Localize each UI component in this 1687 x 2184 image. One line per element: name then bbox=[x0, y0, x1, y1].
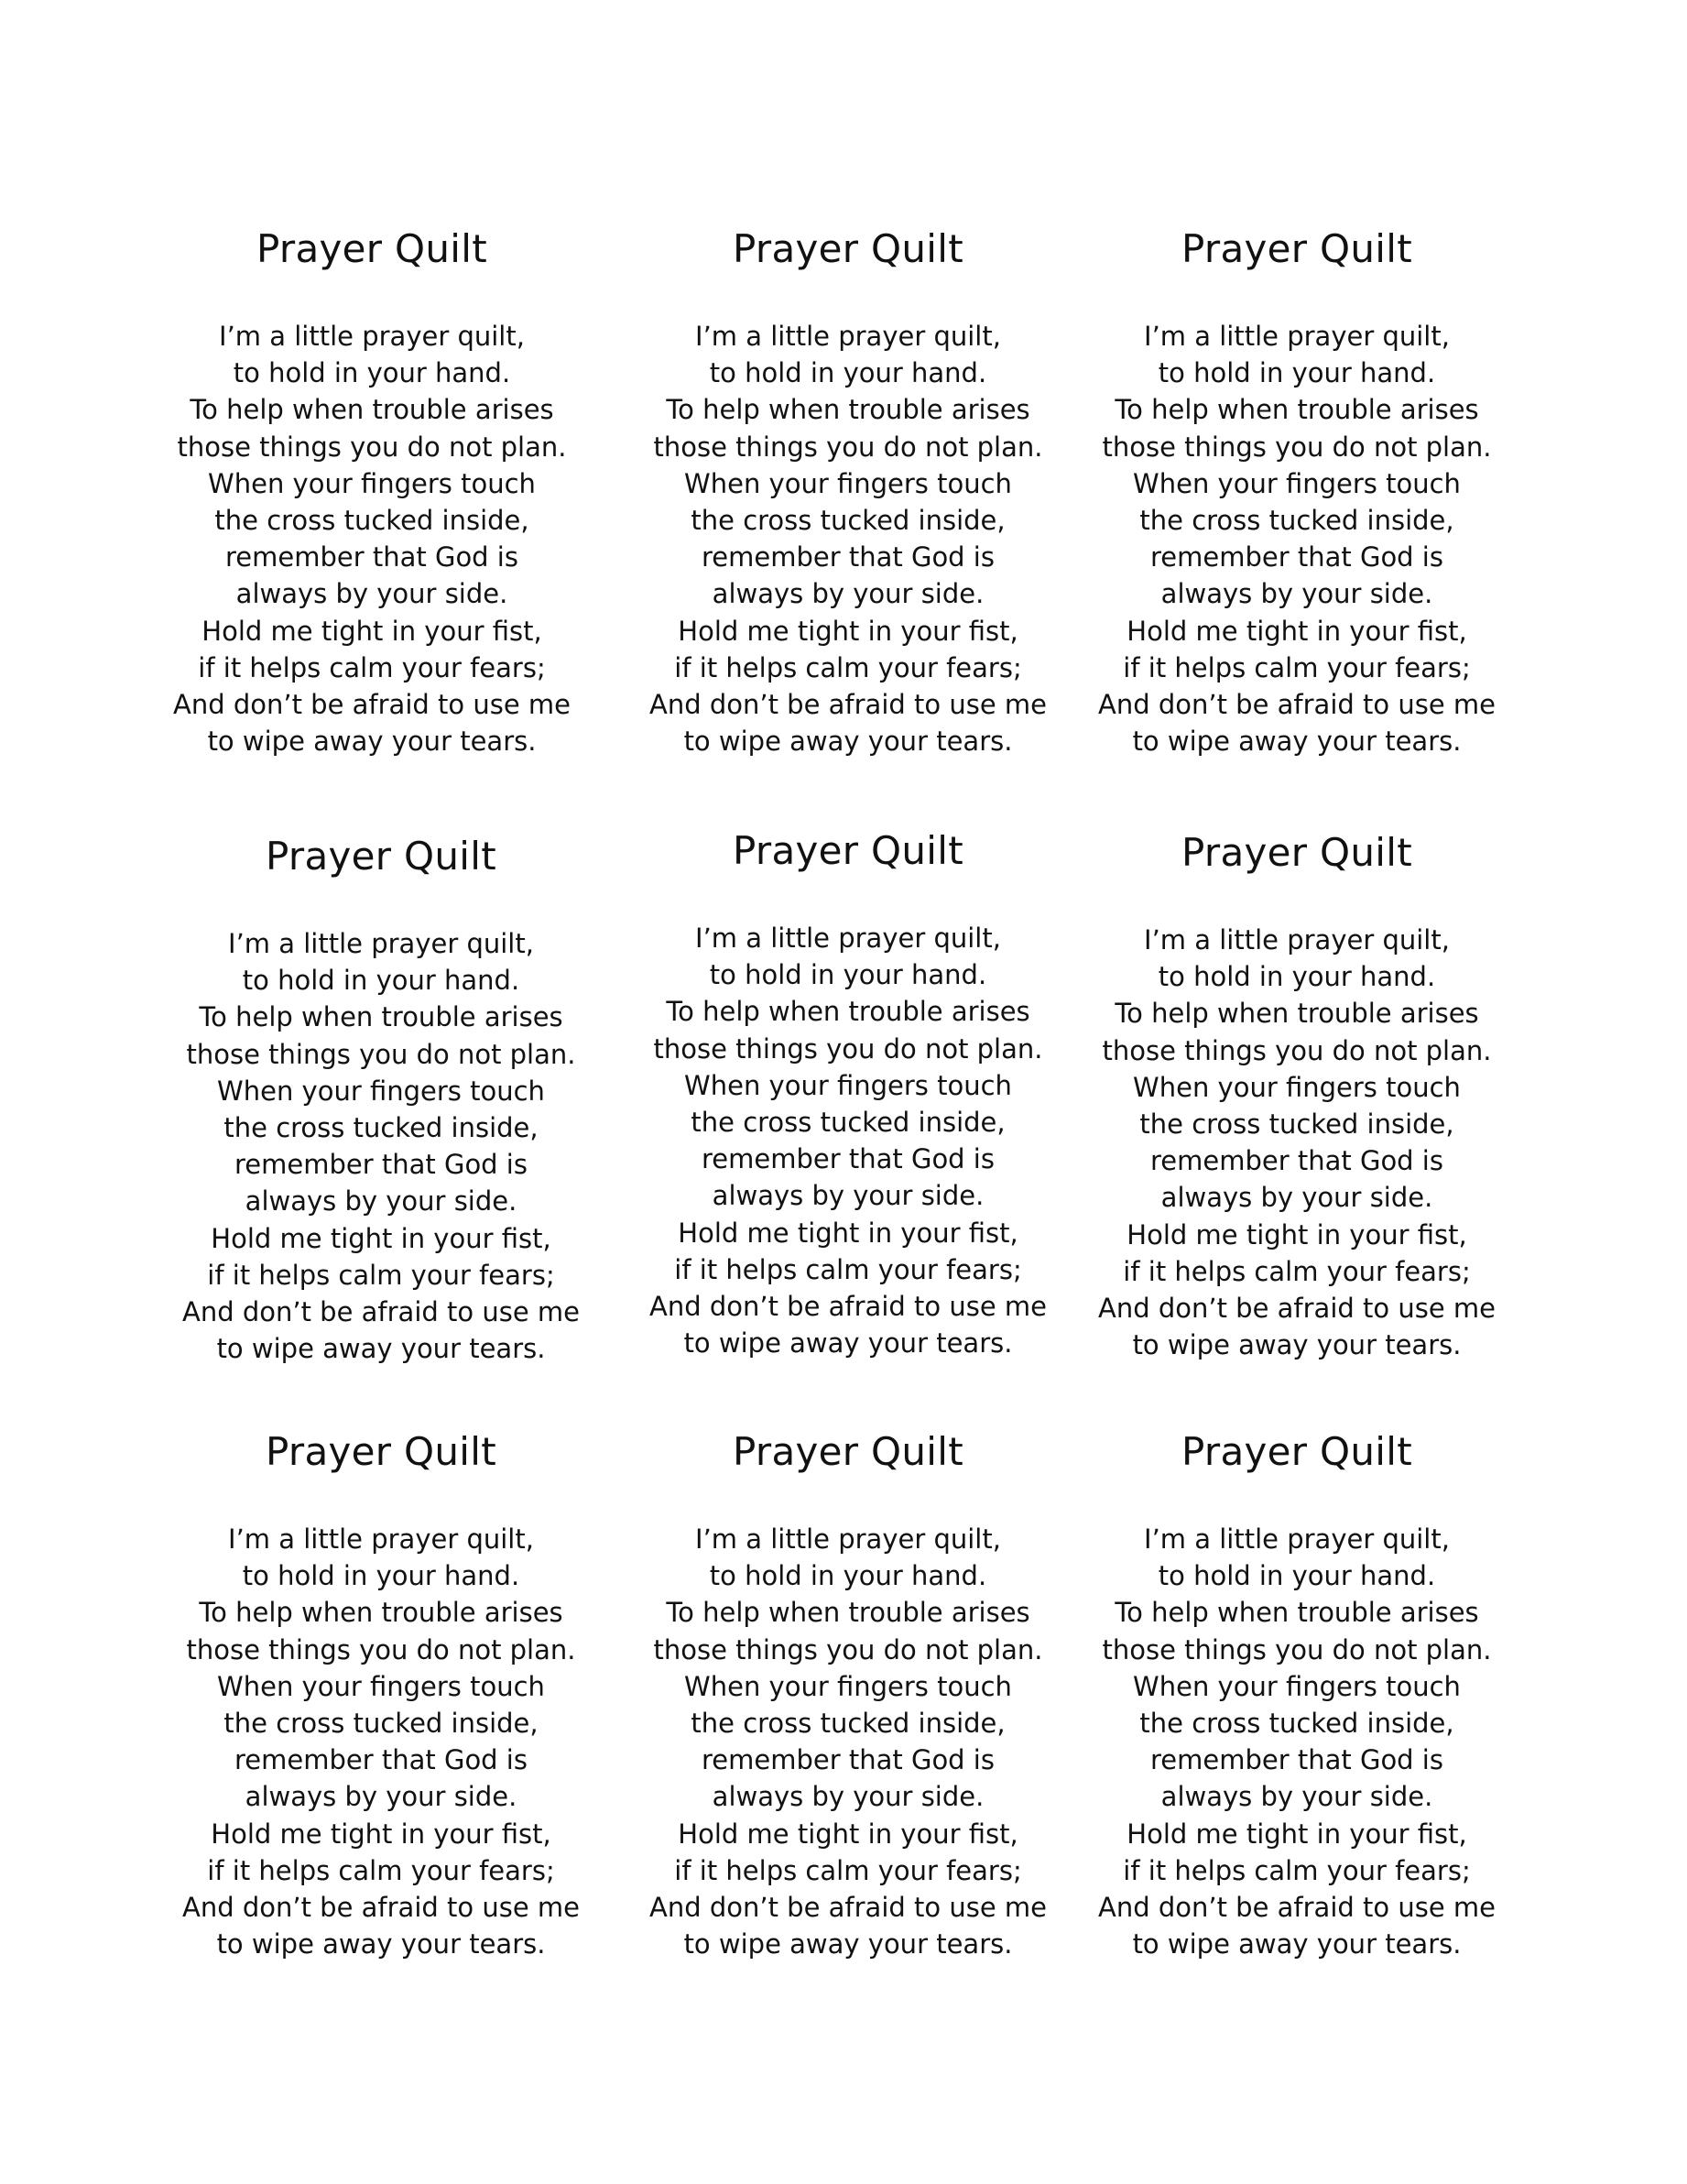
poem-line: to wipe away your tears. bbox=[683, 1928, 1013, 1960]
poem-line: Hold me tight in your fist, bbox=[678, 615, 1018, 647]
prayer-card-9 bbox=[1040, 1427, 1553, 1962]
poem-line: To help when trouble arises bbox=[1115, 394, 1479, 426]
poem-line: remember that God is bbox=[702, 1143, 995, 1175]
card-title: Prayer Quilt bbox=[266, 834, 496, 879]
poem-line: to wipe away your tears. bbox=[1132, 1329, 1462, 1361]
poem-line: the cross tucked inside, bbox=[1139, 1708, 1454, 1740]
poem-line: remember that God is bbox=[234, 1744, 528, 1776]
poem-line: remember that God is bbox=[225, 541, 518, 573]
poem-line: if it helps calm your fears; bbox=[1123, 651, 1471, 683]
poem-line: the cross tucked inside, bbox=[223, 1708, 539, 1740]
poem-line: the cross tucked inside, bbox=[691, 505, 1006, 537]
poem-line: always by your side. bbox=[245, 1781, 517, 1813]
poem-lines bbox=[592, 920, 1105, 1361]
poem-line: I’m a little prayer quilt, bbox=[1144, 924, 1450, 956]
prayer-card-2 bbox=[592, 224, 1105, 759]
poem-line: Hold me tight in your fist, bbox=[211, 1222, 551, 1254]
poem-line: When your fingers touch bbox=[1133, 1071, 1461, 1103]
poem-line: those things you do not plan. bbox=[653, 1032, 1043, 1065]
poem-line: those things you do not plan. bbox=[186, 1633, 576, 1665]
poem-line: remember that God is bbox=[1150, 541, 1443, 573]
poem-line: to wipe away your tears. bbox=[216, 1333, 546, 1365]
poem-line: Hold me tight in your fist, bbox=[1126, 1218, 1467, 1250]
poem-line: if it helps calm your fears; bbox=[1123, 1854, 1471, 1886]
poem-line: When your fingers touch bbox=[684, 1670, 1012, 1702]
poem-line: the cross tucked inside, bbox=[1139, 505, 1454, 537]
poem-line: always by your side. bbox=[712, 578, 985, 610]
card-title: Prayer Quilt bbox=[266, 1429, 496, 1474]
poem-line: the cross tucked inside, bbox=[691, 1107, 1006, 1139]
poem-line: those things you do not plan. bbox=[1102, 1633, 1492, 1665]
poem-line: To help when trouble arises bbox=[199, 1597, 563, 1629]
poem-line: When your fingers touch bbox=[684, 467, 1012, 499]
poem-line: And don’t be afraid to use me bbox=[1098, 1892, 1496, 1924]
poem-line: if it helps calm your fears; bbox=[207, 1259, 555, 1291]
poem-line: When your fingers touch bbox=[1133, 467, 1461, 499]
poem-line: remember that God is bbox=[1150, 1744, 1443, 1776]
poem-line: Hold me tight in your fist, bbox=[1126, 1818, 1467, 1850]
poem-line: to hold in your hand. bbox=[709, 959, 987, 991]
poem-lines bbox=[1040, 922, 1553, 1363]
poem-line: to hold in your hand. bbox=[242, 1560, 520, 1592]
poem-line: always by your side. bbox=[1160, 1781, 1433, 1813]
card-title: Prayer Quilt bbox=[1181, 226, 1412, 271]
poem-line: if it helps calm your fears; bbox=[198, 651, 546, 683]
poem-line: And don’t be afraid to use me bbox=[182, 1892, 580, 1924]
poem-line: to wipe away your tears. bbox=[683, 726, 1013, 758]
poem-line: to wipe away your tears. bbox=[1132, 726, 1462, 758]
card-title: Prayer Quilt bbox=[733, 226, 963, 271]
poem-line: I’m a little prayer quilt, bbox=[219, 321, 525, 352]
poem-line: to wipe away your tears. bbox=[683, 1327, 1013, 1360]
prayer-card-4 bbox=[125, 832, 637, 1367]
poem-line: I’m a little prayer quilt, bbox=[695, 321, 1001, 352]
poem-line: to hold in your hand. bbox=[233, 357, 511, 389]
poem-line: remember that God is bbox=[1150, 1145, 1443, 1177]
prayer-card-1 bbox=[115, 224, 628, 759]
poem-lines bbox=[125, 925, 637, 1367]
poem-line: And don’t be afraid to use me bbox=[1098, 689, 1496, 721]
poem-line: Hold me tight in your fist, bbox=[678, 1818, 1018, 1850]
poem-line: I’m a little prayer quilt, bbox=[695, 1523, 1001, 1555]
poem-line: those things you do not plan. bbox=[1102, 1034, 1492, 1066]
poem-line: When your fingers touch bbox=[208, 467, 536, 499]
poem-line: And don’t be afraid to use me bbox=[1098, 1293, 1496, 1325]
prayer-card-8 bbox=[592, 1427, 1105, 1962]
poem-line: To help when trouble arises bbox=[190, 394, 554, 426]
poem-line: if it helps calm your fears; bbox=[674, 1253, 1022, 1285]
poem-lines bbox=[592, 318, 1105, 759]
poem-line: And don’t be afraid to use me bbox=[649, 1892, 1047, 1924]
prayer-card-6 bbox=[1040, 828, 1553, 1363]
poem-line: I’m a little prayer quilt, bbox=[1144, 1523, 1450, 1555]
poem-line: to wipe away your tears. bbox=[207, 726, 537, 758]
poem-line: To help when trouble arises bbox=[666, 1597, 1030, 1629]
poem-line: Hold me tight in your fist, bbox=[211, 1818, 551, 1850]
poem-line: those things you do not plan. bbox=[653, 1633, 1043, 1665]
prayer-card-7 bbox=[125, 1427, 637, 1962]
poem-line: the cross tucked inside, bbox=[1139, 1108, 1454, 1141]
poem-line: to hold in your hand. bbox=[1158, 357, 1436, 389]
poem-line: always by your side. bbox=[1160, 578, 1433, 610]
poem-line: And don’t be afraid to use me bbox=[173, 689, 571, 721]
poem-line: those things you do not plan. bbox=[653, 431, 1043, 463]
poem-line: To help when trouble arises bbox=[1115, 1597, 1479, 1629]
poem-line: those things you do not plan. bbox=[1102, 431, 1492, 463]
card-title: Prayer Quilt bbox=[1181, 1429, 1412, 1474]
poem-line: always by your side. bbox=[1160, 1182, 1433, 1214]
poem-lines bbox=[1040, 1521, 1553, 1962]
poem-lines bbox=[592, 1521, 1105, 1962]
poem-line: to wipe away your tears. bbox=[1132, 1928, 1462, 1960]
poem-line: And don’t be afraid to use me bbox=[649, 1291, 1047, 1323]
poem-line: those things you do not plan. bbox=[177, 431, 567, 463]
poem-line: if it helps calm your fears; bbox=[674, 651, 1022, 683]
poem-line: remember that God is bbox=[702, 1744, 995, 1776]
poem-lines bbox=[115, 318, 628, 759]
poem-line: To help when trouble arises bbox=[199, 1001, 563, 1033]
poem-line: Hold me tight in your fist, bbox=[678, 1217, 1018, 1249]
poem-line: When your fingers touch bbox=[1133, 1670, 1461, 1702]
poem-line: always by your side. bbox=[235, 578, 508, 610]
poem-line: I’m a little prayer quilt, bbox=[695, 923, 1001, 954]
card-title: Prayer Quilt bbox=[733, 1429, 963, 1474]
poem-line: always by your side. bbox=[712, 1180, 985, 1212]
poem-line: To help when trouble arises bbox=[666, 394, 1030, 426]
poem-line: I’m a little prayer quilt, bbox=[1144, 321, 1450, 352]
poem-line: the cross tucked inside, bbox=[223, 1112, 539, 1144]
poem-line: To help when trouble arises bbox=[666, 996, 1030, 1028]
poem-line: to hold in your hand. bbox=[709, 357, 987, 389]
poem-line: if it helps calm your fears; bbox=[207, 1854, 555, 1886]
poem-line: if it helps calm your fears; bbox=[674, 1854, 1022, 1886]
poem-line: I’m a little prayer quilt, bbox=[228, 928, 534, 959]
poem-line: to hold in your hand. bbox=[709, 1560, 987, 1592]
poem-line: to hold in your hand. bbox=[242, 965, 520, 997]
card-title: Prayer Quilt bbox=[256, 226, 487, 271]
poem-line: those things you do not plan. bbox=[186, 1038, 576, 1070]
card-title: Prayer Quilt bbox=[733, 828, 963, 873]
poem-lines bbox=[125, 1521, 637, 1962]
poem-line: Hold me tight in your fist, bbox=[201, 615, 542, 647]
poem-line: When your fingers touch bbox=[217, 1075, 545, 1107]
card-title: Prayer Quilt bbox=[1181, 830, 1412, 875]
poem-lines bbox=[1040, 318, 1553, 759]
poem-line: remember that God is bbox=[702, 541, 995, 573]
poem-line: And don’t be afraid to use me bbox=[182, 1296, 580, 1328]
poem-line: always by your side. bbox=[245, 1185, 517, 1218]
poem-line: remember that God is bbox=[234, 1149, 528, 1181]
poem-line: to wipe away your tears. bbox=[216, 1928, 546, 1960]
poem-line: to hold in your hand. bbox=[1158, 1560, 1436, 1592]
poem-line: When your fingers touch bbox=[684, 1069, 1012, 1101]
poem-line: I’m a little prayer quilt, bbox=[228, 1523, 534, 1555]
prayer-card-3 bbox=[1040, 224, 1553, 759]
poem-line: the cross tucked inside, bbox=[214, 505, 529, 537]
poem-line: always by your side. bbox=[712, 1781, 985, 1813]
poem-line: if it helps calm your fears; bbox=[1123, 1255, 1471, 1287]
poem-line: Hold me tight in your fist, bbox=[1126, 615, 1467, 647]
poem-line: And don’t be afraid to use me bbox=[649, 689, 1047, 721]
prayer-card-5 bbox=[592, 826, 1105, 1361]
poem-line: To help when trouble arises bbox=[1115, 998, 1479, 1030]
poem-line: to hold in your hand. bbox=[1158, 961, 1436, 993]
poem-line: When your fingers touch bbox=[217, 1670, 545, 1702]
poem-line: the cross tucked inside, bbox=[691, 1708, 1006, 1740]
